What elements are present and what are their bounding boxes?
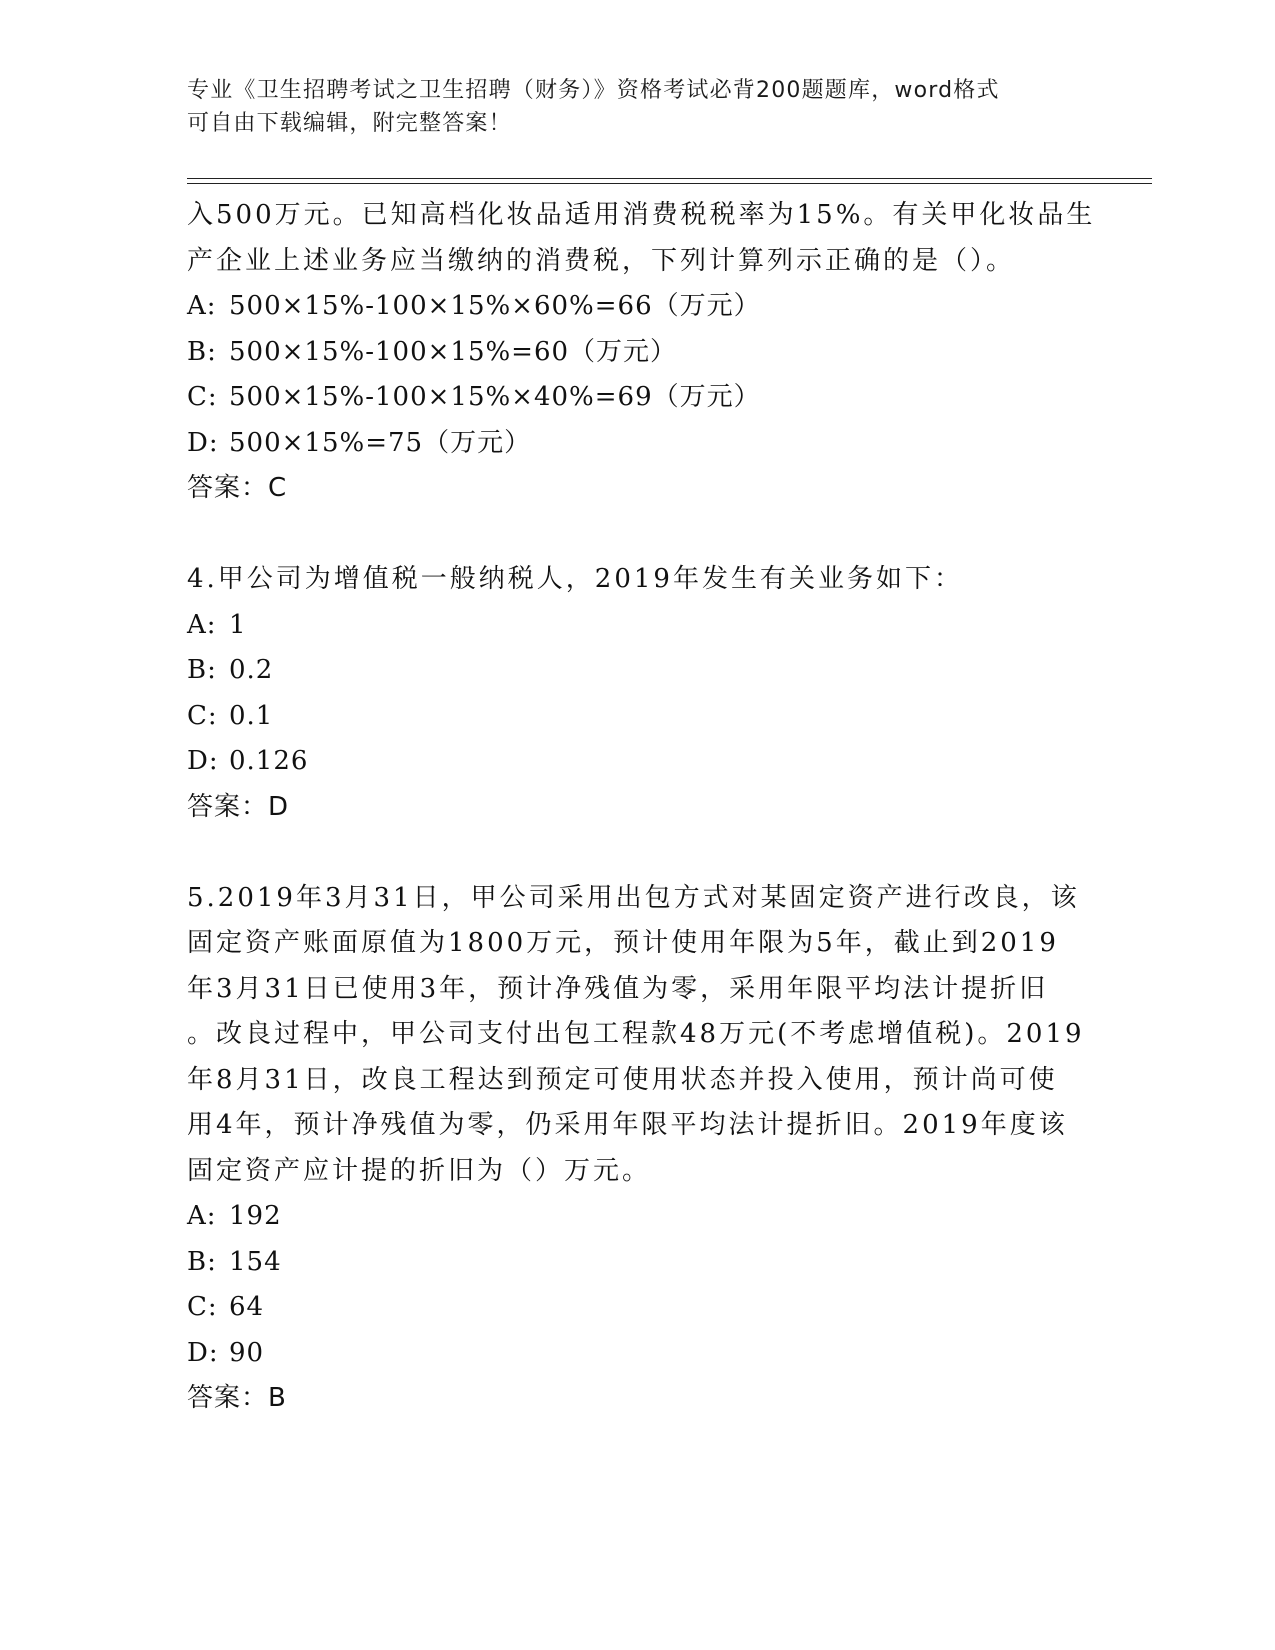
option-a bbox=[187, 1194, 1087, 1240]
question-4 bbox=[187, 557, 1087, 830]
answer: 答案：D bbox=[187, 791, 290, 822]
option-label: B: bbox=[187, 336, 217, 367]
question-text-line: 入500万元。已知高档化妆品适用消费税税率为15%。有关甲化妆品生 bbox=[187, 200, 1096, 230]
option-label: A: bbox=[187, 1201, 217, 1231]
question-text-line: 固定资产应计提的折旧为（）万元。 bbox=[187, 1155, 652, 1186]
question-text-line: 用4年，预计净残值为零，仍采用年限平均法计提折旧。2019年度该 bbox=[187, 1110, 1068, 1140]
option-text: 64 bbox=[229, 1292, 265, 1322]
option-text: 500×15%-100×15%×60%=66（万元） bbox=[229, 291, 761, 321]
document-header bbox=[187, 74, 1087, 140]
option-a bbox=[187, 603, 1087, 649]
option-label: C: bbox=[187, 1292, 218, 1322]
spacer bbox=[187, 512, 1087, 558]
question-text-line: 4.甲公司为增值税一般纳税人，2019年发生有关业务如下： bbox=[187, 564, 963, 594]
question-text-line: 固定资产账面原值为1800万元，预计使用年限为5年，截止到2019 bbox=[187, 928, 1059, 958]
option-label: B: bbox=[187, 1246, 217, 1277]
option-label: D: bbox=[187, 427, 219, 458]
option-b bbox=[187, 330, 1087, 376]
option-c bbox=[187, 694, 1087, 740]
question-5 bbox=[187, 876, 1087, 1422]
option-label: C: bbox=[187, 382, 218, 412]
document-body bbox=[187, 193, 1096, 1422]
option-b bbox=[187, 1240, 1087, 1286]
question-text-line: 年8月31日，改良工程达到预定可使用状态并投入使用，预计尚可使 bbox=[187, 1064, 1058, 1095]
option-label: B: bbox=[187, 655, 217, 685]
option-d bbox=[187, 1331, 1087, 1377]
option-label: A: bbox=[187, 291, 217, 321]
answer: 答案：B bbox=[187, 1383, 287, 1413]
option-c bbox=[187, 375, 1087, 421]
option-label: C: bbox=[187, 700, 218, 731]
option-text: 154 bbox=[229, 1246, 282, 1277]
option-d bbox=[187, 421, 1087, 467]
spacer bbox=[187, 830, 1087, 876]
option-text: 192 bbox=[229, 1201, 282, 1231]
header-line-1: 专业《卫生招聘考试之卫生招聘（财务）》资格考试必背200题题库，word格式 bbox=[187, 78, 1000, 103]
option-b bbox=[187, 648, 1087, 694]
option-a bbox=[187, 284, 1087, 330]
question-text-line: 产企业上述业务应当缴纳的消费税，下列计算列示正确的是（）。 bbox=[187, 245, 1016, 276]
option-text: 500×15%-100×15%=60（万元） bbox=[229, 336, 678, 367]
question-text-line: 5.2019年3月31日，甲公司采用出包方式对某固定资产进行改良，该 bbox=[187, 882, 1080, 913]
option-text: 0.1 bbox=[229, 700, 274, 731]
option-text: 500×15%-100×15%×40%=69（万元） bbox=[229, 382, 761, 412]
option-c bbox=[187, 1285, 1087, 1331]
option-text: 0.126 bbox=[229, 746, 309, 776]
option-d bbox=[187, 739, 1087, 785]
answer: 答案：C bbox=[187, 473, 288, 503]
option-label: D: bbox=[187, 1337, 219, 1368]
option-label: A: bbox=[187, 609, 217, 640]
question-3 bbox=[187, 193, 1096, 512]
option-text: 500×15%=75（万元） bbox=[229, 427, 532, 458]
question-text-line: 年3月31日已使用3年，预计净残值为零，采用年限平均法计提折旧 bbox=[187, 973, 1049, 1004]
header-divider-top bbox=[187, 178, 1152, 179]
header-line-2: 可自由下载编辑，附完整答案！ bbox=[187, 111, 512, 136]
question-text-line: 。改良过程中，甲公司支付出包工程款48万元(不考虑增值税)。2019 bbox=[187, 1019, 1085, 1049]
option-label: D: bbox=[187, 746, 219, 776]
option-text: 1 bbox=[229, 609, 247, 640]
header-divider-bottom bbox=[187, 183, 1152, 184]
option-text: 90 bbox=[229, 1337, 265, 1368]
option-text: 0.2 bbox=[229, 655, 274, 685]
